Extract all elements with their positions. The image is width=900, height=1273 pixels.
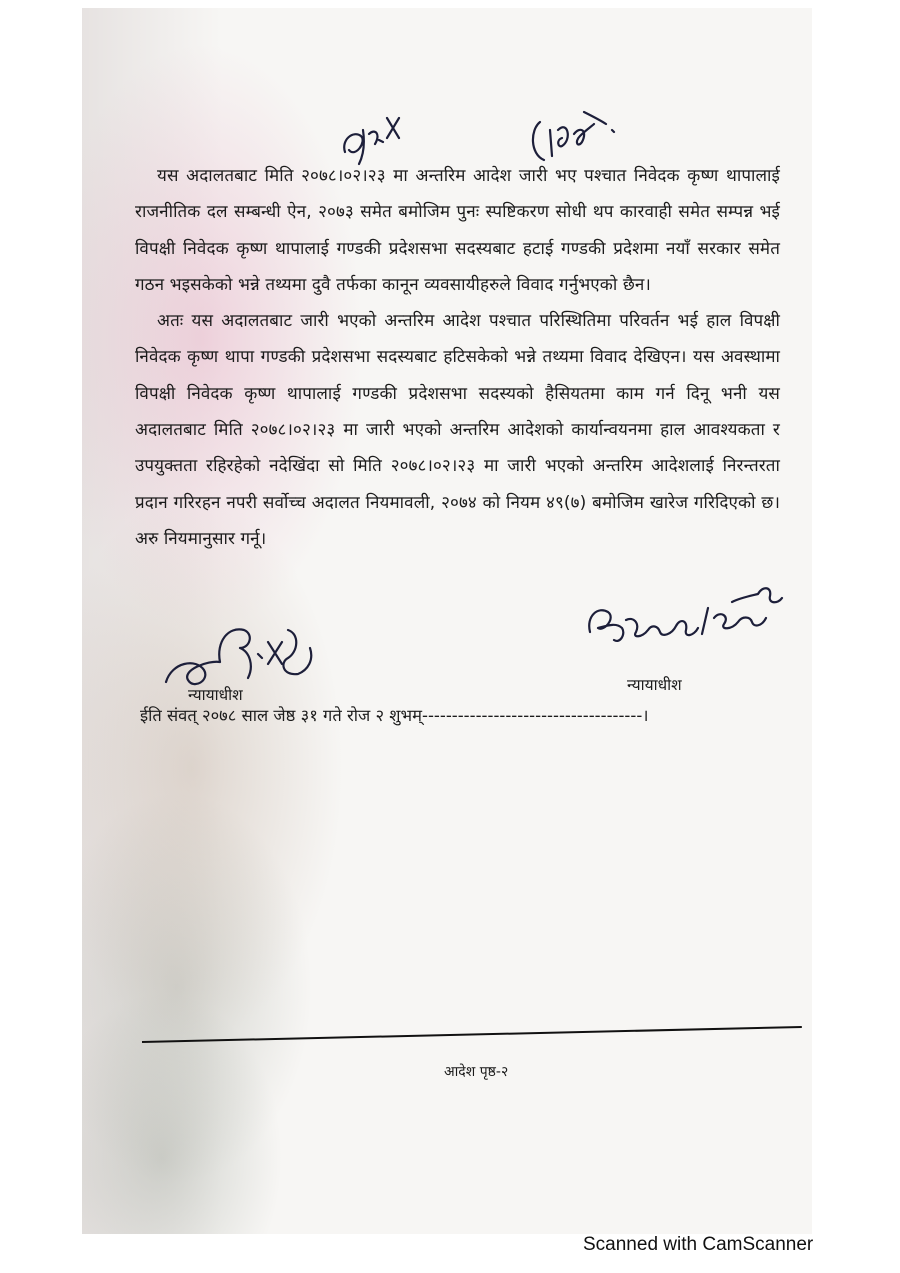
left-judge-signature xyxy=(158,612,333,702)
camscanner-watermark: Scanned with CamScanner xyxy=(583,1234,814,1255)
paragraph-2: अतः यस अदालतबाट जारी भएको अन्तरिम आदेश पश्चात परिस्थितिमा परिवर्तन भई हाल विपक्षी निवेदक कृष्ण थापा गण्डकी प्रदेशसभा सदस्यबाट हटिसकेको भन्ने तथ्यमा विवाद देखिएन। यस अवस्थामा विपक्षी निवेदक कृष्ण थापालाई गण्डकी प्रदेशसभा सदस्यको हैसियतमा काम गर्न दिनू भनी यस अदालतबाट मिति २०७८।०२।२३ मा जारी भएको अन्तरिम आदेशको कार्यान्वयनमा हाल आवश्यकता र उपयुक्तता रहिरहेको नदेखिंदा सो मिति २०७८।०२।२३ मा जारी भएको अन्तरिम आदेशलाई निरन्तरता प्रदान गरिरहन नपरी सर्वोच्च अदालत नियमावली, २०७४ को नियम ४९(७) बमोजिम खारेज गरिदिएको छ। अरु नियमानुसार गर्नू। xyxy=(135,311,780,549)
date-line: ईति संवत् २०७८ साल जेष्ठ ३१ गते रोज २ शुभम्-------------------------------------। xyxy=(140,706,649,725)
left-judge-label: न्यायाधीश xyxy=(188,686,243,704)
order-body xyxy=(135,158,780,557)
right-judge-signature xyxy=(582,572,802,667)
paragraph-1: यस अदालतबाट मिति २०७८।०२।२३ मा अन्तरिम आदेश जारी भए पश्चात निवेदक कृष्ण थापालाई राजनीतिक दल सम्बन्धी ऐन, २०७३ समेत बमोजिम पुनः स्पष्टिकरण सोधी थप कारवाही समेत सम्पन्न भई विपक्षी निवेदक कृष्ण थापालाई गण्डकी प्रदेशसभा सदस्यबाट हटाई गण्डकी प्रदेशमा नयाँ सरकार समेत गठन भइसकेको भन्ने तथ्यमा दुवै तर्फका कानून व्यवसायीहरुले विवाद गर्नुभएको छैन। xyxy=(135,166,780,295)
right-judge-label: न्यायाधीश xyxy=(627,676,682,694)
page-number-label: आदेश पृष्ठ-२ xyxy=(444,1064,509,1080)
